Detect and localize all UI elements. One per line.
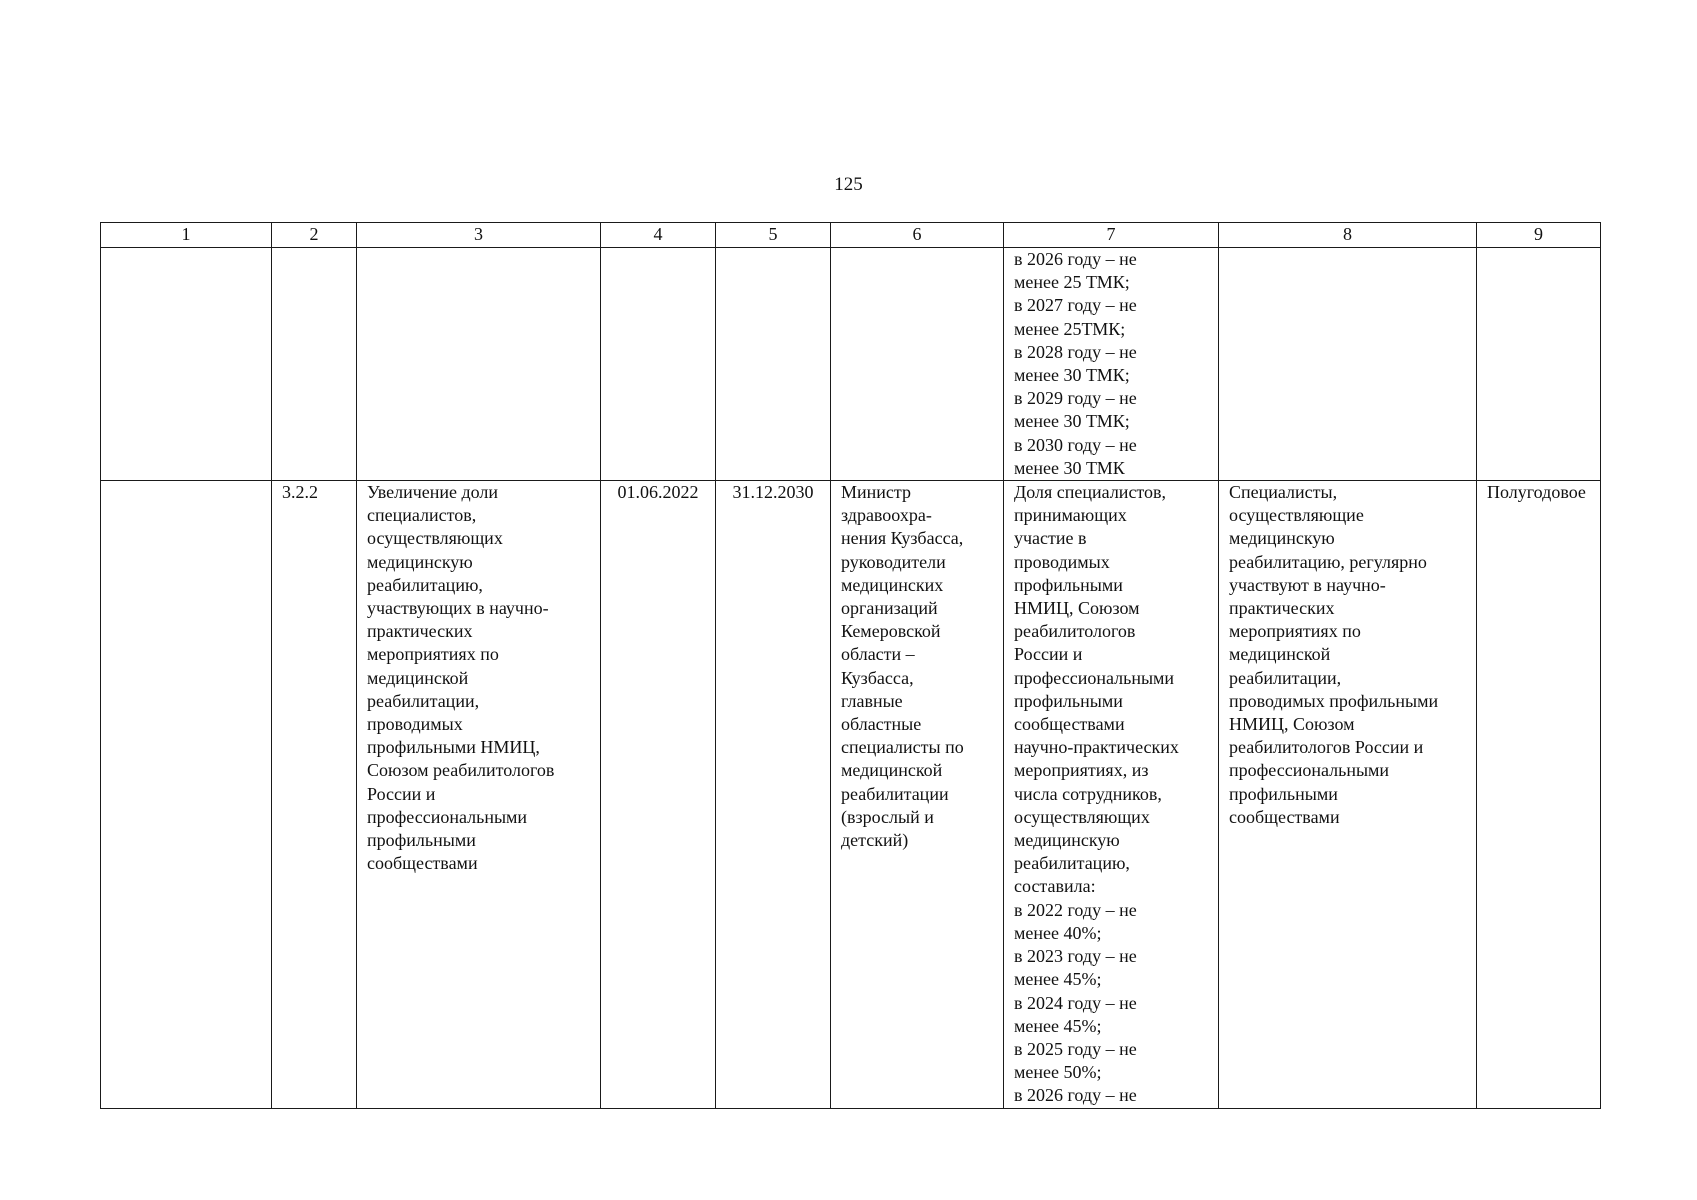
page-number: 125 (834, 174, 863, 195)
cell-indicator: Доля специалистов, принимающих участие в проводимых профильными НМИЦ, Союзом реабилитологов России и профессиональными профильными сообществами научно-практических мероприятиях, из числа сотрудников, осуществляющих медицинскую реабилитацию, составила: в 2022 году – не менее 40%; в 2023 году – не менее 45%; в 2024 году – не менее 45%; в 2025 году – не менее 50%; в 2026 году – не (1004, 481, 1219, 1108)
cell-periodicity: Полугодовое (1477, 481, 1601, 1108)
header-col-9: 9 (1477, 223, 1601, 248)
cell-col-1 (101, 481, 272, 1108)
header-col-8: 8 (1219, 223, 1477, 248)
cell-col-8 (1219, 248, 1477, 481)
header-col-7: 7 (1004, 223, 1219, 248)
header-col-3: 3 (357, 223, 601, 248)
cell-code: 3.2.2 (272, 481, 357, 1108)
header-row (101, 223, 1601, 248)
plan-table (100, 222, 1601, 1109)
cell-col-9 (1477, 248, 1601, 481)
cell-col-2 (272, 248, 357, 481)
header-col-1: 1 (101, 223, 272, 248)
header-col-4: 4 (601, 223, 716, 248)
header-col-2: 2 (272, 223, 357, 248)
cell-col-3 (357, 248, 601, 481)
header-col-6: 6 (831, 223, 1004, 248)
table-row-3-2-2 (101, 481, 1601, 1108)
cell-result: Специалисты, осуществляющие медицинскую реабилитацию, регулярно участвуют в научно- практических мероприятиях по медицинской реабилитации, проводимых профильными НМИЦ, Союзом реабилитологов России и профессиональными профильными сообществами (1219, 481, 1477, 1108)
cell-end-date: 31.12.2030 (716, 481, 831, 1108)
cell-start-date: 01.06.2022 (601, 481, 716, 1108)
cell-col-5 (716, 248, 831, 481)
cell-activity: Увеличение доли специалистов, осуществляющих медицинскую реабилитацию, участвующих в научно- практических мероприятиях по медицинской реабилитации, проводимых профильными НМИЦ, Союзом реабилитологов России и профессиональными профильными сообществами (357, 481, 601, 1108)
cell-col-1 (101, 248, 272, 481)
cell-col-6 (831, 248, 1004, 481)
cell-col-4 (601, 248, 716, 481)
header-col-5: 5 (716, 223, 831, 248)
cell-indicator-continued: в 2026 году – не менее 25 ТМК; в 2027 году – не менее 25ТМК; в 2028 году – не менее 30 ТМК; в 2029 году – не менее 30 ТМК; в 2030 году – не менее 30 ТМК (1004, 248, 1219, 481)
table-row-continued (101, 248, 1601, 481)
cell-responsible: Министр здравоохра- нения Кузбасса, руководители медицинских организаций Кемеровской области – Кузбасса, главные областные специалисты по медицинской реабилитации (взрослый и детский) (831, 481, 1004, 1108)
